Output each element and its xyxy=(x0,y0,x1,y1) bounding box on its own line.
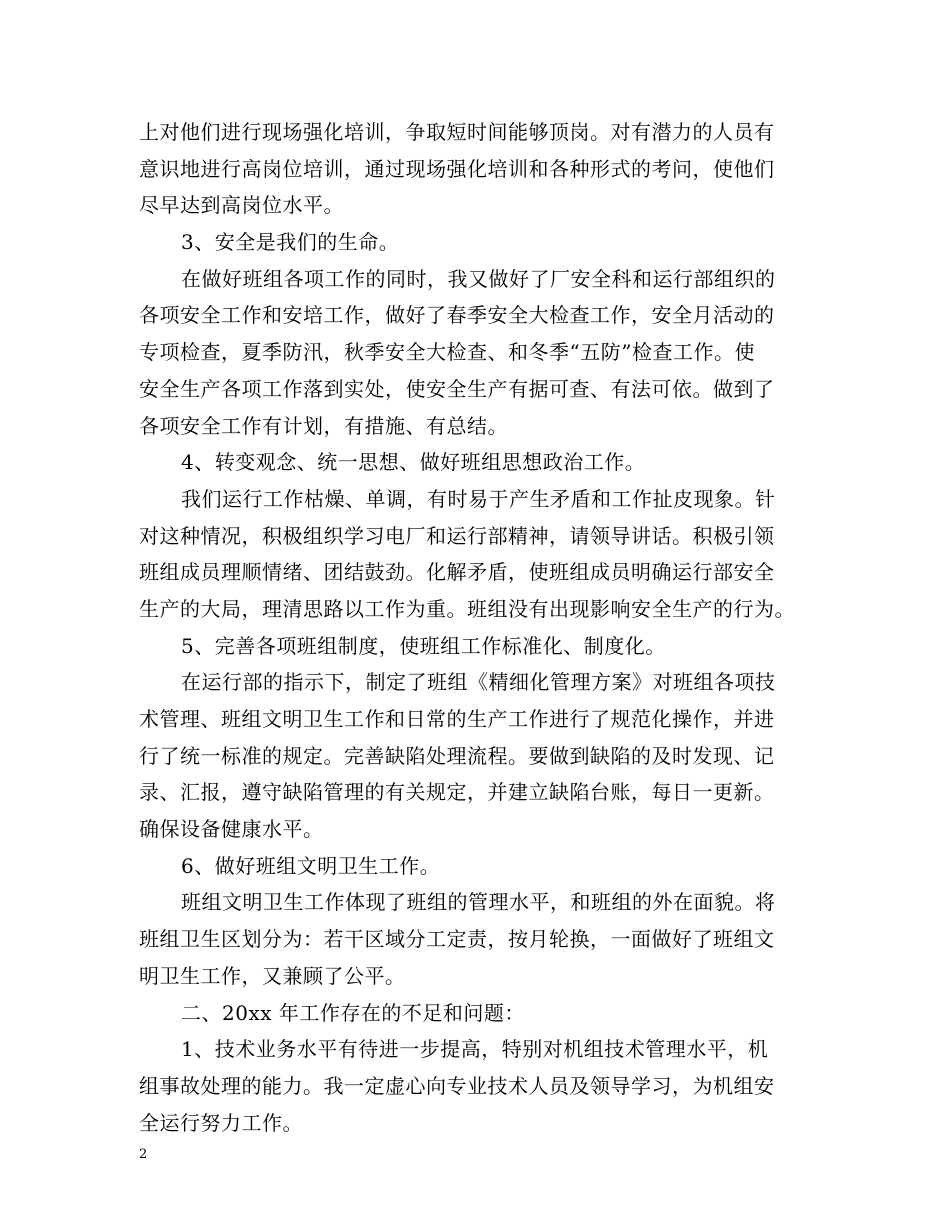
section-heading: 4、转变观念、统一思想、做好班组思想政治工作。 xyxy=(181,450,646,475)
body-line: 班组成员理顺情绪、团结鼓劲。化解矛盾，使班组成员明确运行部安全 xyxy=(139,560,775,585)
paragraph-first-line: 班组文明卫生工作体现了班组的管理水平，和班组的外在面貌。将 xyxy=(181,890,776,915)
body-line: 生产的大局，理清思路以工作为重。班组没有出现影响安全生产的行为。 xyxy=(139,596,795,621)
document-body xyxy=(139,114,819,1141)
body-line: 组事故处理的能力。我一定虚心向专业技术人员及领导学习，为机组安 xyxy=(139,1073,775,1098)
body-line: 行了统一标准的规定。完善缺陷处理流程。要做到缺陷的及时发现、记 xyxy=(139,743,775,768)
body-line: 尽早达到高岗位水平。 xyxy=(139,193,344,218)
body-line: 术管理、班组文明卫生工作和日常的生产工作进行了规范化操作，并进 xyxy=(139,707,775,731)
body-line: 全运行努力工作。 xyxy=(139,1110,303,1135)
body-line: 各项安全工作和安培工作，做好了春季安全大检查工作，安全月活动的 xyxy=(139,303,775,328)
body-line: 意识地进行高岗位培训，通过现场强化培训和各种形式的考问，使他们 xyxy=(139,156,775,181)
section-heading: 5、完善各项班组制度，使班组工作标准化、制度化。 xyxy=(181,633,666,658)
paragraph-first-line: 在运行部的指示下，制定了班组《精细化管理方案》对班组各项技 xyxy=(181,670,776,695)
body-line: 对这种情况，积极组织学习电厂和运行部精神，请领导讲话。积极引领 xyxy=(139,523,775,548)
body-line: 确保设备健康水平。 xyxy=(139,817,324,842)
body-line: 上对他们进行现场强化培训，争取短时间能够顶岗。对有潜力的人员有 xyxy=(139,120,775,144)
body-line: 明卫生工作，又兼顾了公平。 xyxy=(139,963,406,988)
body-line: 各项安全工作有计划，有措施、有总结。 xyxy=(139,413,508,438)
paragraph-first-line: 在做好班组各项工作的同时，我又做好了厂安全科和运行部组织的 xyxy=(181,266,776,291)
paragraph-first-line: 我们运行工作枯燥、单调，有时易于产生矛盾和工作扯皮现象。针 xyxy=(181,486,776,511)
body-line: 班组卫生区划分为：若干区域分工定责，按月轮换，一面做好了班组文 xyxy=(139,927,775,952)
section-heading: 二、20xx 年工作存在的不足和问题： xyxy=(181,1000,525,1025)
section-heading: 3、安全是我们的生命。 xyxy=(181,230,400,255)
body-line: 安全生产各项工作落到实处，使安全生产有据可查、有法可依。做到了 xyxy=(139,376,775,401)
page-number: 2 xyxy=(139,1147,148,1162)
paragraph-first-line: 1、技术业务水平有待进一步提高，特别对机组技术管理水平，机 xyxy=(181,1037,769,1062)
body-line: 录、汇报，遵守缺陷管理的有关规定，并建立缺陷台账，每日一更新。 xyxy=(139,780,775,805)
section-heading: 6、做好班组文明卫生工作。 xyxy=(181,853,441,878)
body-line: 专项检查，夏季防汛，秋季安全大检查、和冬季“五防”检查工作。使 xyxy=(139,340,755,365)
